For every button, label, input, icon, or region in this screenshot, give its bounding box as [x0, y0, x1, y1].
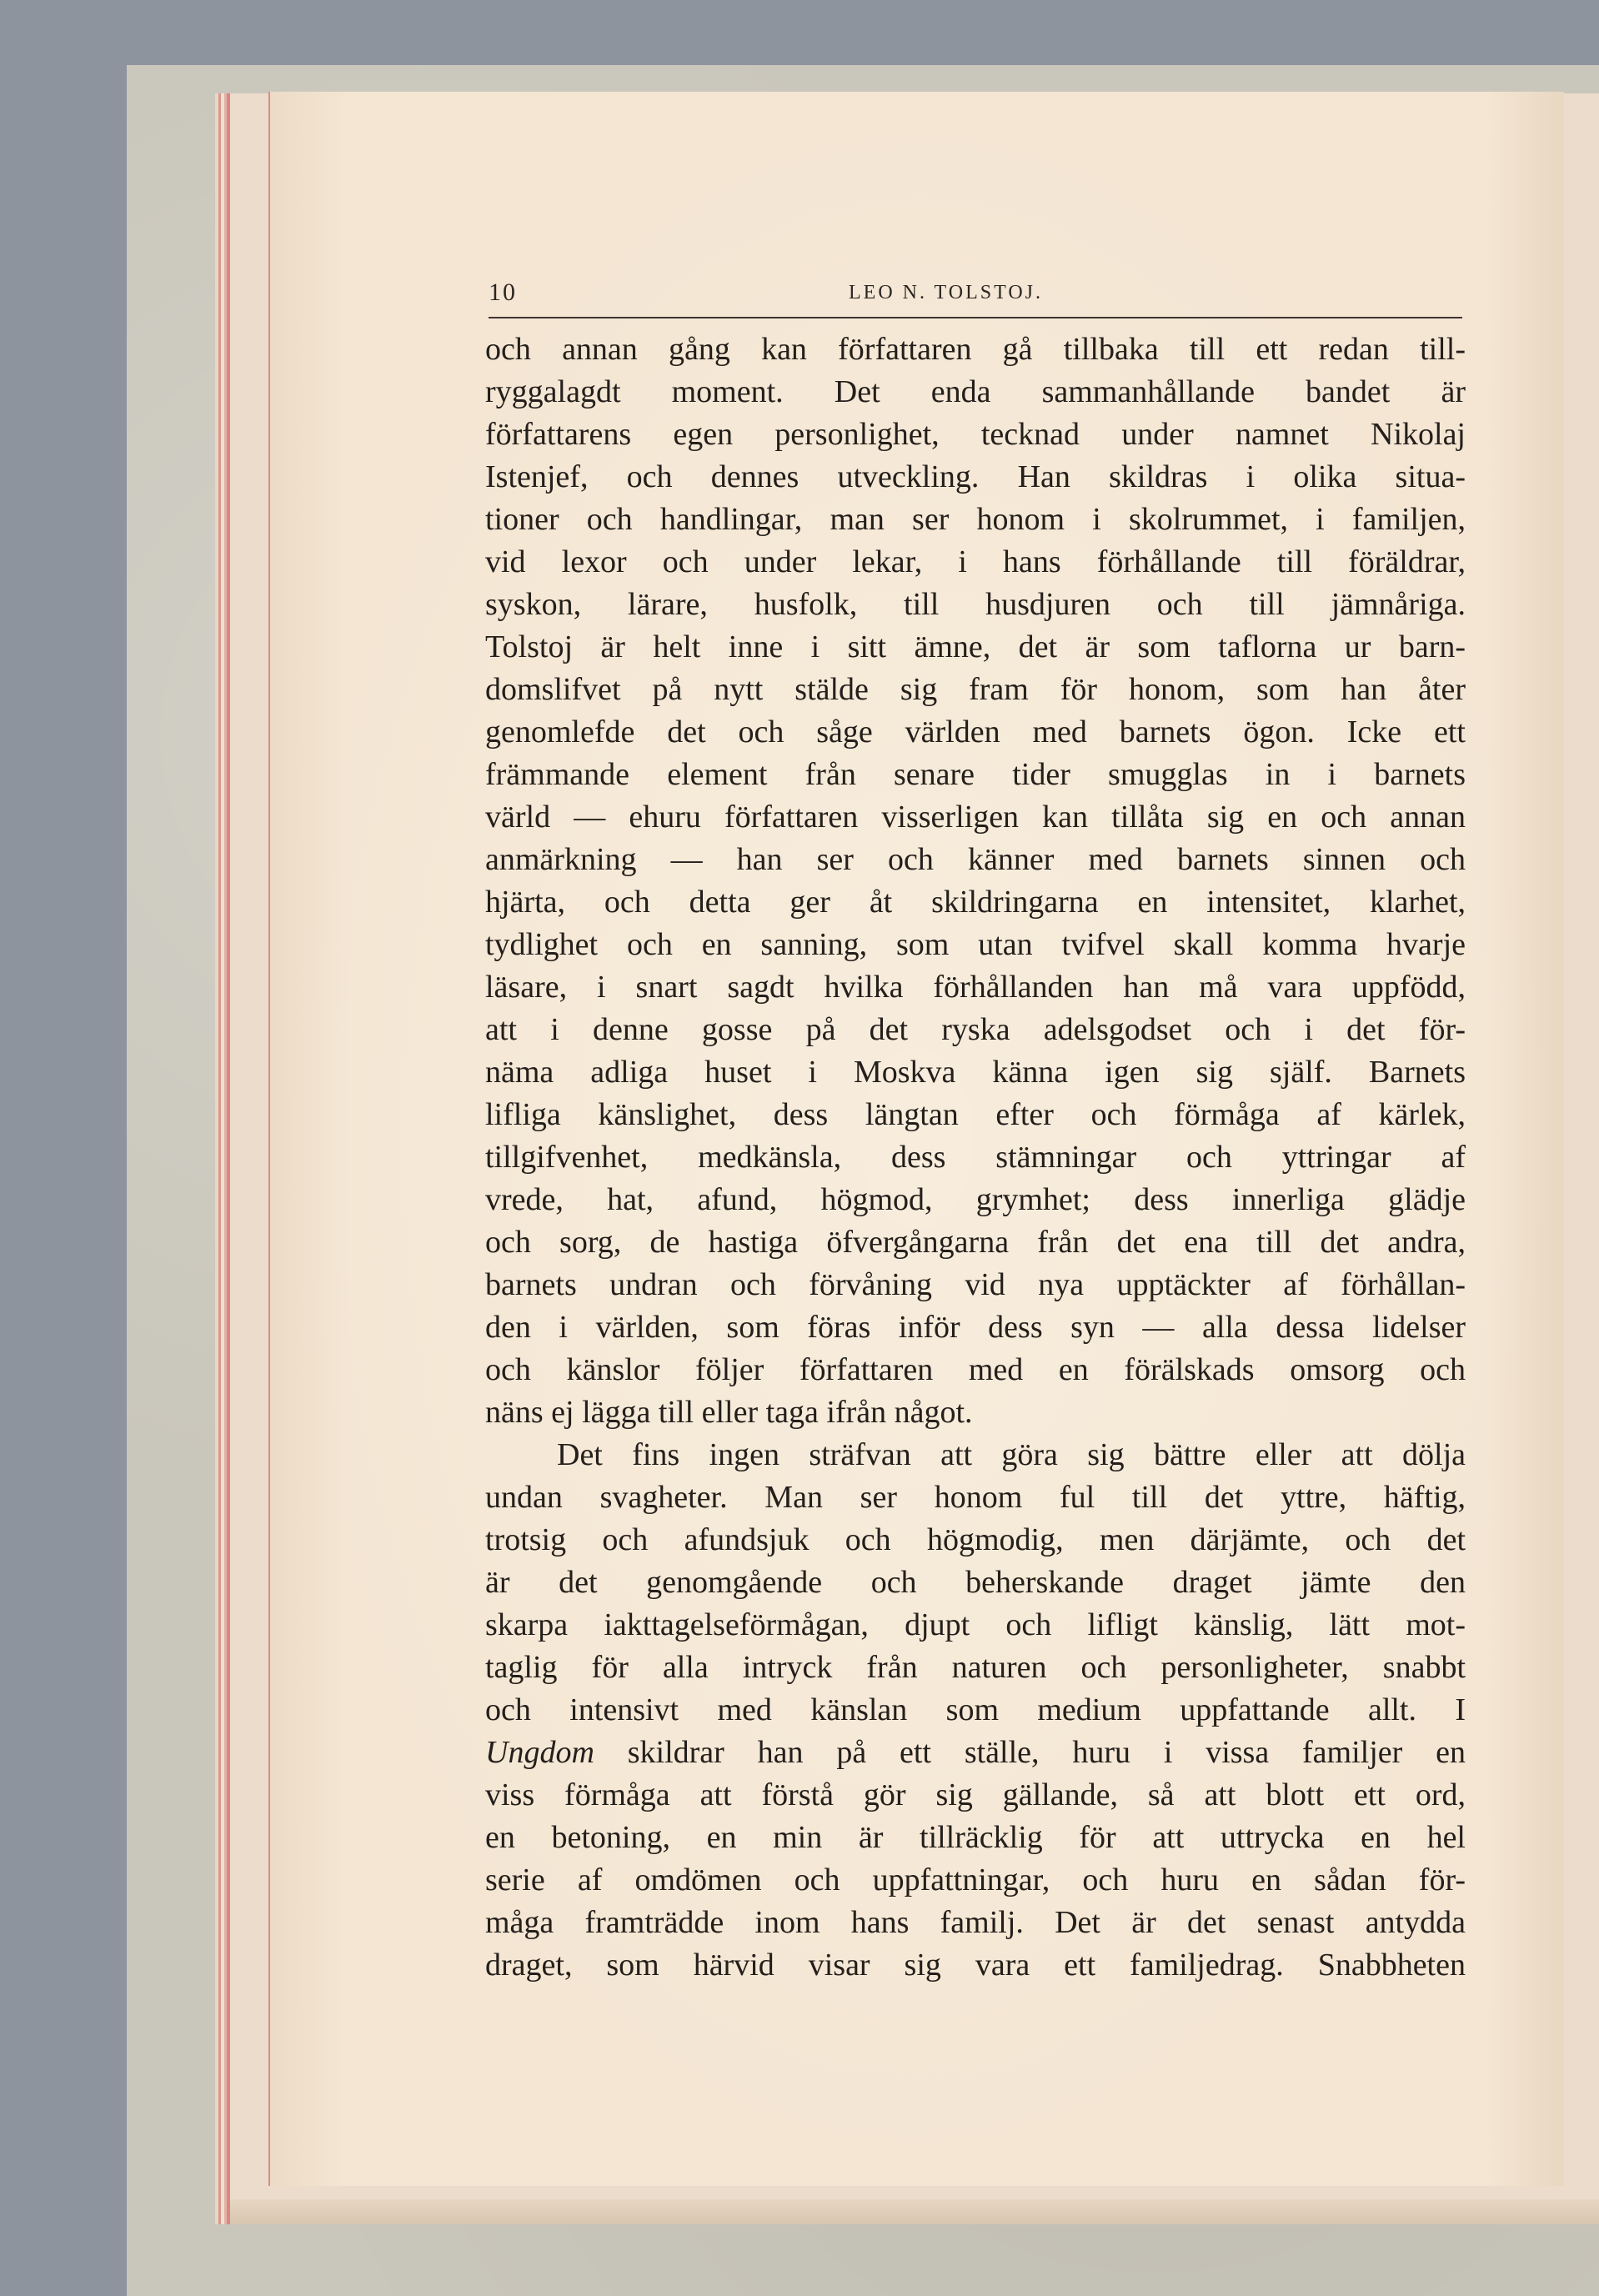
- text-line: är det genomgående och beherskande draget jämte den: [485, 1565, 1466, 1600]
- text-line: läsare, i snart sagdt hvilka förhållanden han må vara uppfödd,: [485, 970, 1466, 1005]
- text-line: författarens egen personlighet, tecknad under namnet Nikolaj: [485, 417, 1466, 452]
- text-line: skarpa iakttagelseförmågan, djupt och lifligt känslig, lätt mot-: [485, 1607, 1466, 1642]
- running-head: [489, 278, 1462, 318]
- text-line: domslifvet på nytt stälde sig fram för honom, som han åter: [485, 672, 1466, 707]
- text-line: anmärkning — han ser och känner med barnets sinnen och: [485, 842, 1466, 877]
- page-number: 10: [489, 278, 517, 306]
- text-line: och intensivt med känslan som medium uppfattande allt. I: [485, 1692, 1466, 1727]
- text-line: tydlighet och en sanning, som utan tvifvel skall komma hvarje: [485, 927, 1466, 962]
- text-line: en betoning, en min är tillräcklig för att uttrycka en hel: [485, 1820, 1466, 1855]
- text-line: barnets undran och förvåning vid nya upptäckter af förhållan-: [485, 1267, 1466, 1302]
- text-line: Istenjef, och dennes utveckling. Han skildras i olika situa-: [485, 459, 1466, 494]
- text-line: taglig för alla intryck från naturen och personligheter, snabbt: [485, 1650, 1466, 1685]
- header-title: LEO N. TOLSTOJ.: [849, 282, 1044, 303]
- text-line: viss förmåga att förstå gör sig gällande, så att blott ett ord,: [485, 1777, 1466, 1812]
- text-line: och känslor följer författaren med en förälskads omsorg och: [485, 1352, 1466, 1387]
- text-line: tillgifvenhet, medkänsla, dess stämningar och yttringar af: [485, 1140, 1466, 1175]
- text-line: näma adliga huset i Moskva känna igen sig själf. Barnets: [485, 1055, 1466, 1090]
- text-line: syskon, lärare, husfolk, till husdjuren och till jämnåriga.: [485, 587, 1466, 622]
- text-line: vrede, hat, afund, högmod, grymhet; dess innerliga glädje: [485, 1182, 1466, 1217]
- text-line: vid lexor och under lekar, i hans förhållande till föräldrar,: [485, 544, 1466, 579]
- text-line: Tolstoj är helt inne i sitt ämne, det är som taflorna ur barn-: [485, 629, 1466, 664]
- text-line: serie af omdömen och uppfattningar, och huru en sådan för-: [485, 1862, 1466, 1897]
- text-line-paragraph-end: näns ej lägga till eller taga ifrån något.: [485, 1395, 973, 1430]
- text-line: främmande element från senare tider smugglas in i barnets: [485, 757, 1466, 792]
- text-line: att i denne gosse på det ryska adelsgodset och i det för-: [485, 1012, 1466, 1047]
- text-line: tioner och handlingar, man ser honom i skolrummet, i familjen,: [485, 502, 1466, 537]
- text-line: värld — ehuru författaren visserligen kan tillåta sig en och annan: [485, 800, 1466, 835]
- text-line: och annan gång kan författaren gå tillbaka till ett redan till-: [485, 332, 1466, 367]
- text-line: undan svagheter. Man ser honom ful till det yttre, häftig,: [485, 1480, 1466, 1515]
- text-line: genomlefde det och såge världen med barnets ögon. Icke ett: [485, 714, 1466, 749]
- book-title-ungdom: Ungdom: [485, 1735, 594, 1770]
- text-line-paragraph-start: Det fins ingen sträfvan att göra sig bättre eller att dölja: [557, 1437, 1466, 1472]
- text-line: trotsig och afundsjuk och högmodig, men därjämte, och det: [485, 1522, 1466, 1557]
- text-line: hjärta, och detta ger åt skildringarna en intensitet, klarhet,: [485, 885, 1466, 920]
- text-line: den i världen, som föras inför dess syn — alla dessa lidelser: [485, 1310, 1466, 1345]
- text-line: ryggalagdt moment. Det enda sammanhållande bandet är: [485, 374, 1466, 409]
- text-line: lifliga känslighet, dess längtan efter och förmåga af kärlek,: [485, 1097, 1466, 1132]
- body-text: [485, 328, 1466, 1987]
- text-line-rest: skildrar han på ett ställe, huru i vissa familjer en: [627, 1735, 1466, 1770]
- text-line: och sorg, de hastiga öfvergångarna från det ena till det andra,: [485, 1225, 1466, 1260]
- text-line: draget, som härvid visar sig vara ett familjedrag. Snabbheten: [485, 1948, 1466, 1983]
- text-line-with-title: [485, 1732, 1466, 1774]
- text-line: måga framträdde inom hans familj. Det är det senast antydda: [485, 1905, 1466, 1940]
